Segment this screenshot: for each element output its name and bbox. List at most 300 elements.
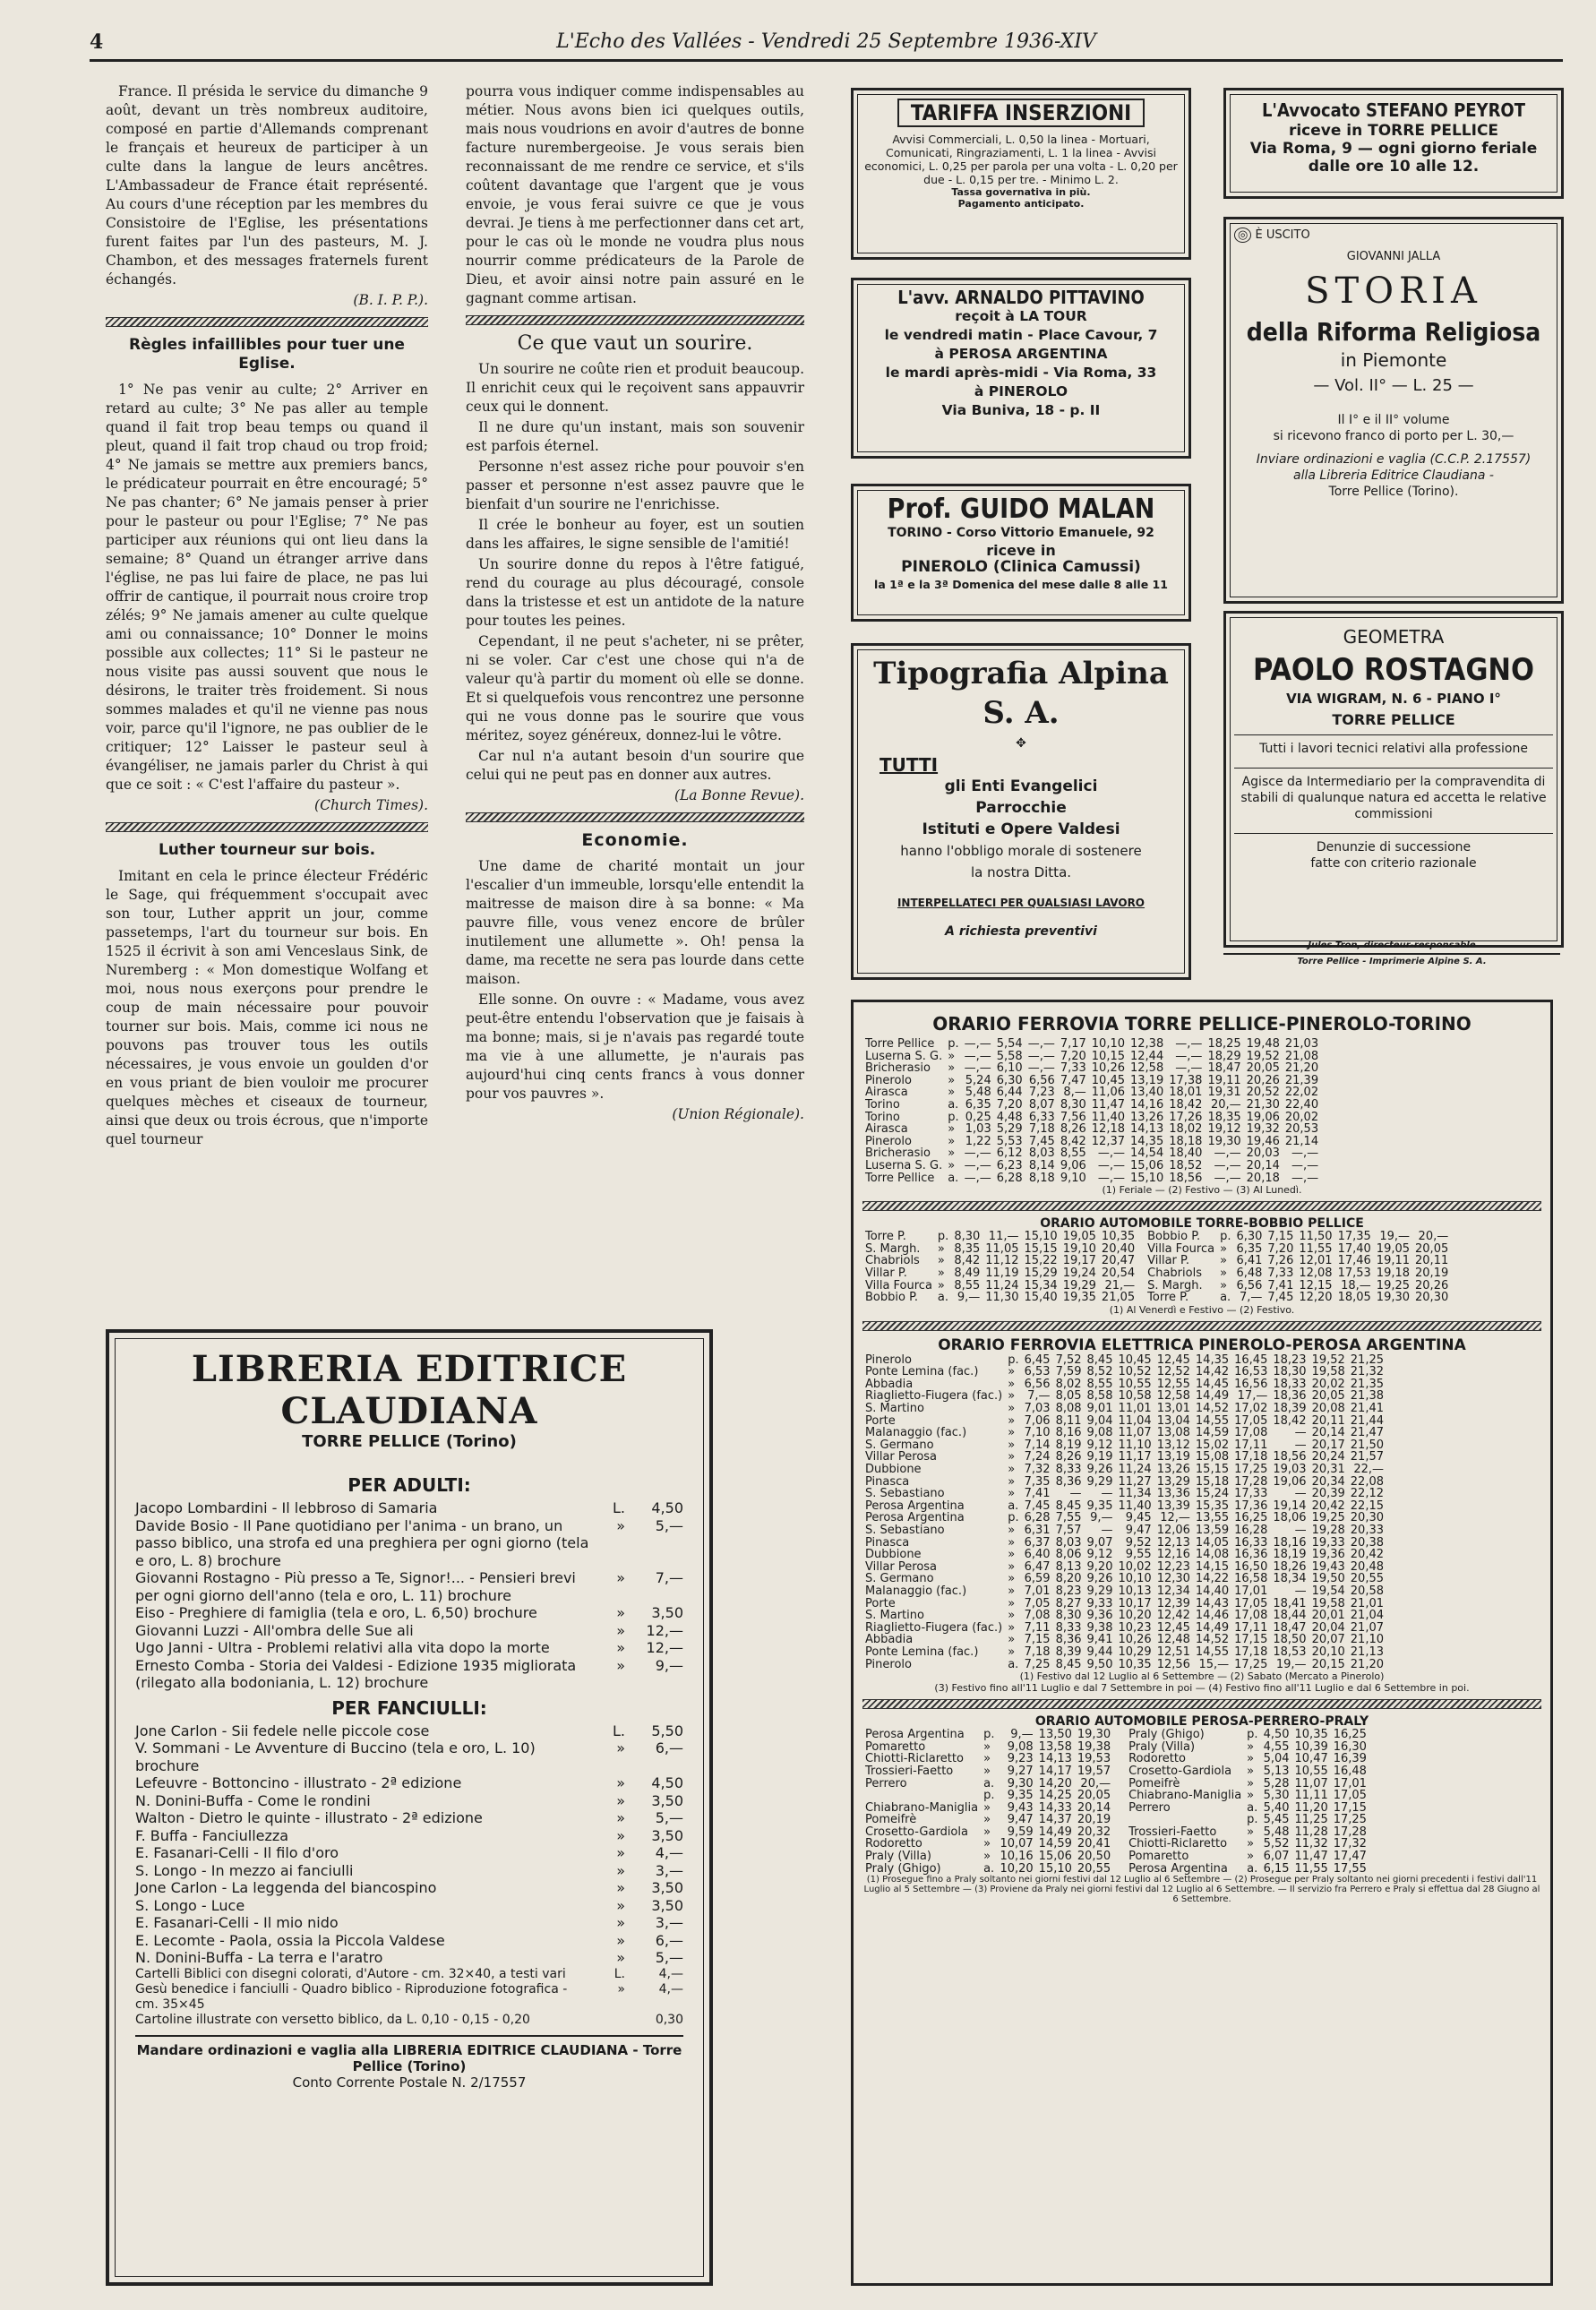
departure-time: 21,04 bbox=[1350, 1609, 1384, 1623]
departure-time: 11,25 bbox=[1294, 1813, 1328, 1827]
book-price: 6,— bbox=[655, 1739, 683, 1756]
timetable-row bbox=[1145, 1267, 1451, 1280]
station-name: Perosa Argentina bbox=[865, 1728, 965, 1742]
rostagno-line: GEOMETRA bbox=[1343, 626, 1445, 648]
departure-time: 22,— bbox=[1353, 1463, 1384, 1477]
storia-volume: — Vol. II° — L. 25 — bbox=[1313, 376, 1474, 395]
article-title-regles: Règles infaillibles pour tuer une Eglise. bbox=[129, 336, 405, 373]
stop-type: » bbox=[937, 1266, 945, 1280]
departure-time: 9,36 bbox=[1086, 1609, 1113, 1623]
departure-time: 18,36 bbox=[1273, 1389, 1307, 1404]
timetables-box bbox=[851, 1000, 1553, 2286]
stop-type: » bbox=[937, 1241, 945, 1256]
ad-tariffa bbox=[851, 88, 1191, 260]
stop-type: » bbox=[948, 1061, 956, 1076]
departure-time: 12,15 bbox=[1299, 1278, 1333, 1292]
timetable-row bbox=[862, 1537, 1386, 1550]
departure-time: 18,02 bbox=[1169, 1122, 1203, 1137]
book-item bbox=[135, 1499, 683, 1517]
stop-type: p. bbox=[983, 1728, 995, 1742]
departure-time: 9,26 bbox=[1086, 1572, 1113, 1586]
tipografia-line: Istituti e Opere Valdesi bbox=[922, 820, 1120, 838]
timetable-row bbox=[1145, 1255, 1451, 1267]
departure-time: 16,53 bbox=[1234, 1365, 1268, 1379]
station-name: Pinerolo bbox=[865, 1657, 912, 1671]
station-name: Pinerolo bbox=[865, 1353, 912, 1367]
departure-time: 18,44 bbox=[1273, 1609, 1307, 1623]
departure-time: 17,18 bbox=[1234, 1644, 1268, 1659]
departure-time: 12,18 bbox=[1091, 1122, 1125, 1137]
departure-time: 5,40 bbox=[1263, 1800, 1290, 1815]
station-name: Bobbio P. bbox=[1147, 1230, 1201, 1244]
book-item bbox=[135, 1809, 683, 1827]
departure-time: 20,08 bbox=[1311, 1402, 1345, 1416]
departure-time: 19,52 bbox=[1311, 1353, 1345, 1367]
departure-time: 7,18 bbox=[1028, 1122, 1055, 1137]
book-title: Jone Carlon - La leggenda del biancospino bbox=[135, 1879, 437, 1896]
departure-time: 17,01 bbox=[1333, 1776, 1367, 1790]
departure-time: 9,26 bbox=[1086, 1463, 1113, 1477]
timetable-row bbox=[1145, 1280, 1451, 1292]
departure-time: 5,29 bbox=[996, 1122, 1023, 1137]
timetable-row bbox=[862, 1512, 1386, 1524]
book-title: F. Buffa - Fanciullezza bbox=[135, 1826, 289, 1844]
departure-time: —,— bbox=[1027, 1049, 1055, 1063]
departure-time: —,— bbox=[1214, 1171, 1241, 1185]
departure-time: 8,18 bbox=[1028, 1171, 1055, 1185]
station-name: S. Germano bbox=[865, 1438, 934, 1452]
timetable-row bbox=[862, 1634, 1386, 1646]
departure-time: 6,23 bbox=[996, 1158, 1023, 1172]
book-currency: » bbox=[616, 1621, 625, 1639]
article-intro-text: France. Il présida le service du dimanche 9 août, devant un très nombreux auditoire, composé en partie d'Allemands comprenant le français et heureux de participer à un culte dans la langue de leurs ancêtres. L'Ambassadeur de France était représenté. Au cours d'une réception par les membres du Consistoire de l'Eglise, les présentations furent faites par l'un des pasteurs, M. J. Chambon, et des messages fraternels furent échangés. bbox=[106, 83, 428, 288]
timetable-praly-return bbox=[1126, 1729, 1369, 1875]
station-name: Crosetto-Gardiola bbox=[1128, 1764, 1232, 1778]
article-luther-continued: pourra vous indiquer comme indispensables au métier. Nous avons bien ici quelques outils, mais nous voudrions en avoir d'autres de bonne facture nurembergeoise. Je vous serais bien reconnaissant de me rendre ce service, et s'ils coûtent davantage que l'argent que je vous envoie, je vous ferai suivre ce que je vous devrai. Je tiens à me perfectionner dans cet art, pour le cas où le monde ne voudra plus nous nourrir comme prédicateurs de la Parole de Dieu, et avoir ainsi notre pain assuré en le gagnant comme artisan. bbox=[466, 83, 804, 306]
timetable-praly-out bbox=[862, 1729, 1113, 1875]
stop-type: » bbox=[1247, 1850, 1255, 1864]
timetable-row bbox=[1126, 1765, 1369, 1778]
book-currency: » bbox=[616, 1791, 625, 1809]
station-name: Villar P. bbox=[1147, 1254, 1189, 1268]
departure-time: 7,08 bbox=[1024, 1609, 1051, 1623]
departure-time: 8,16 bbox=[1055, 1426, 1082, 1440]
timetable-row bbox=[862, 1729, 1113, 1741]
column-1 bbox=[106, 82, 428, 1151]
departure-time: 16,48 bbox=[1333, 1764, 1367, 1778]
timetable-row bbox=[862, 1561, 1386, 1574]
ad-rostagno bbox=[1223, 611, 1564, 948]
departure-time: 14,52 bbox=[1195, 1402, 1230, 1416]
rostagno-line: VIA WIGRAM, N. 6 - PIANO I° bbox=[1286, 691, 1501, 707]
departure-time: 13,26 bbox=[1156, 1463, 1190, 1477]
departure-time: 15,18 bbox=[1195, 1474, 1230, 1489]
book-price: 12,— bbox=[646, 1621, 683, 1639]
departure-time: 15,10 bbox=[1038, 1861, 1072, 1876]
book-item bbox=[135, 1967, 683, 1982]
libreria-city: TORRE PELLICE (Torino) bbox=[302, 1432, 517, 1451]
credits-printer: Torre Pellice - Imprimerie Alpine S. A. bbox=[1297, 957, 1487, 966]
departure-time: —,— bbox=[1027, 1037, 1055, 1051]
storia-note: Inviare ordinazioni e vaglia (C.C.P. 2.17557) bbox=[1256, 452, 1532, 467]
stop-type: » bbox=[937, 1254, 945, 1268]
departure-time: 9,45 bbox=[1125, 1511, 1152, 1525]
departure-time: 10,16 bbox=[1000, 1850, 1034, 1864]
stop-type: » bbox=[937, 1278, 945, 1292]
departure-time: 10,45 bbox=[1091, 1073, 1125, 1087]
timetable-row bbox=[862, 1099, 1321, 1112]
departure-time: 17,25 bbox=[1333, 1813, 1367, 1827]
pittavino-line: le vendredi matin - Place Cavour, 7 bbox=[884, 327, 1158, 343]
storia-note: si ricevono franco di porto per L. 30,— bbox=[1273, 429, 1514, 443]
timetable-row bbox=[862, 1790, 1113, 1802]
departure-time: 1,22 bbox=[965, 1134, 991, 1148]
departure-time: —,— bbox=[964, 1158, 991, 1172]
station-name: Porte bbox=[865, 1596, 896, 1610]
departure-time: 19,30 bbox=[1207, 1134, 1241, 1148]
departure-time: 9,33 bbox=[1086, 1596, 1113, 1610]
timetable-row bbox=[862, 1136, 1321, 1148]
departure-time: 8,30 bbox=[1055, 1609, 1082, 1623]
departure-time: 10,15 bbox=[1091, 1049, 1125, 1063]
departure-time: 6,37 bbox=[1024, 1535, 1051, 1550]
departure-time: 21,20 bbox=[1350, 1657, 1384, 1671]
departure-time: 11,05 bbox=[985, 1241, 1019, 1256]
departure-time: 20,26 bbox=[1246, 1073, 1280, 1087]
departure-time: 15,10 bbox=[1130, 1171, 1164, 1185]
timetable-row bbox=[862, 1585, 1386, 1598]
libreria-order-info: Mandare ordinazioni e vaglia alla LIBRERIA EDITRICE CLAUDIANA - Torre Pellice (Torino) bbox=[135, 2035, 683, 2074]
departure-time: 8,42 bbox=[1060, 1134, 1086, 1148]
article-title-economie: Economie. bbox=[581, 830, 689, 850]
departure-time: 17,08 bbox=[1234, 1426, 1268, 1440]
stop-type: a. bbox=[1220, 1291, 1231, 1305]
departure-time: 21,44 bbox=[1350, 1413, 1384, 1428]
stop-type: » bbox=[948, 1073, 956, 1087]
departure-time: 8,03 bbox=[1028, 1146, 1055, 1161]
station-name: Malanaggio (fac.) bbox=[865, 1426, 967, 1440]
station-name: Pomaretto bbox=[865, 1739, 926, 1754]
stop-type: a. bbox=[937, 1291, 949, 1305]
departure-time: —,— bbox=[1214, 1158, 1241, 1172]
station-name: Luserna S. G. bbox=[865, 1158, 943, 1172]
station-name: Chiotti-Riclaretto bbox=[1128, 1837, 1228, 1851]
departure-time: 8,14 bbox=[1028, 1158, 1055, 1172]
book-currency: » bbox=[616, 1516, 625, 1534]
departure-time: 20,18 bbox=[1246, 1171, 1280, 1185]
departure-time: 7,20 bbox=[1060, 1049, 1086, 1063]
departure-time: 5,24 bbox=[965, 1073, 991, 1087]
departure-time: 7,03 bbox=[1024, 1402, 1051, 1416]
station-name: Chabriols bbox=[1147, 1266, 1202, 1280]
departure-time: 8,20 bbox=[1055, 1572, 1082, 1586]
departure-time: —,— bbox=[964, 1171, 991, 1185]
station-name: Bobbio P. bbox=[865, 1291, 919, 1305]
departure-time: 12,30 bbox=[1156, 1572, 1190, 1586]
departure-time: 16,58 bbox=[1234, 1572, 1268, 1586]
departure-time: 21,01 bbox=[1350, 1596, 1384, 1610]
timetable-row bbox=[862, 1147, 1321, 1160]
departure-time: 12,42 bbox=[1156, 1609, 1190, 1623]
departure-time: 6,59 bbox=[1024, 1572, 1051, 1586]
station-name: Rodoretto bbox=[865, 1837, 922, 1851]
badge-icon: ◎ bbox=[1234, 228, 1251, 243]
departure-time: 4,55 bbox=[1263, 1739, 1290, 1754]
departure-time: 12,20 bbox=[1299, 1291, 1333, 1305]
station-name: S. Margh. bbox=[1147, 1278, 1203, 1292]
book-list-fanciulli bbox=[135, 1722, 683, 1967]
timetable-row bbox=[862, 1075, 1321, 1087]
station-name: Perrero bbox=[1128, 1800, 1171, 1815]
departure-time: 6,28 bbox=[1024, 1511, 1051, 1525]
departure-time: 17,15 bbox=[1333, 1800, 1367, 1815]
departure-time: 22,08 bbox=[1350, 1474, 1384, 1489]
departure-time: 11,07 bbox=[1294, 1776, 1328, 1790]
sourire-paragraph: Personne n'est assez riche pour pouvoir s'en passer et personne n'est assez pauvre que le bienfait d'un sourire ne l'enrichisse. bbox=[466, 459, 804, 512]
credits bbox=[1223, 939, 1560, 969]
station-name: Chiabrano-Maniglia bbox=[1128, 1789, 1242, 1803]
departure-time: 21,05 bbox=[1101, 1291, 1136, 1305]
departure-time: 10,55 bbox=[1118, 1377, 1152, 1391]
departure-time: 20,39 bbox=[1311, 1487, 1345, 1501]
departure-time: 6,12 bbox=[996, 1146, 1023, 1161]
departure-time: 15,35 bbox=[1195, 1498, 1230, 1513]
station-name: Porte bbox=[865, 1413, 896, 1428]
station-name: S. Sebastiano bbox=[865, 1487, 945, 1501]
book-price: 0,30 bbox=[655, 2012, 683, 2027]
station-name: Perrero bbox=[865, 1776, 907, 1790]
departure-time: 11,24 bbox=[1118, 1463, 1152, 1477]
station-name: Dubbione bbox=[865, 1463, 922, 1477]
book-currency: » bbox=[616, 1604, 625, 1621]
departure-time: 10,39 bbox=[1294, 1739, 1328, 1754]
departure-time: 10,17 bbox=[1118, 1596, 1152, 1610]
departure-time: 6,44 bbox=[996, 1086, 1023, 1100]
departure-time: 9,29 bbox=[1086, 1584, 1113, 1598]
stop-type: » bbox=[1008, 1535, 1016, 1550]
book-item bbox=[135, 1949, 683, 1967]
timetable-row bbox=[862, 1415, 1386, 1428]
departure-time: 13,40 bbox=[1130, 1086, 1164, 1100]
departure-time: 17,05 bbox=[1234, 1596, 1268, 1610]
departure-time: 12,48 bbox=[1156, 1633, 1190, 1647]
departure-time: 19,33 bbox=[1311, 1535, 1345, 1550]
article-intro-source: (B. I. P. P.). bbox=[353, 292, 428, 308]
departure-time: 6,33 bbox=[1028, 1110, 1055, 1124]
departure-time: 19,24 bbox=[1062, 1266, 1096, 1280]
station-name: Crosetto-Gardiola bbox=[865, 1825, 968, 1839]
departure-time: 10,07 bbox=[1000, 1837, 1034, 1851]
departure-time: 7,52 bbox=[1055, 1353, 1082, 1367]
departure-time: 15,06 bbox=[1038, 1850, 1072, 1864]
departure-time: 7,41 bbox=[1024, 1487, 1051, 1501]
departure-time: 4,48 bbox=[996, 1110, 1023, 1124]
departure-time: 11,24 bbox=[985, 1278, 1019, 1292]
departure-time: 18,56 bbox=[1169, 1171, 1203, 1185]
departure-time: 12,45 bbox=[1156, 1353, 1190, 1367]
departure-time: 19,25 bbox=[1311, 1511, 1345, 1525]
timetable-bobbio-out bbox=[862, 1231, 1137, 1304]
departure-time: 13,55 bbox=[1195, 1511, 1230, 1525]
stop-type: p. bbox=[1247, 1728, 1258, 1742]
departure-time: 17,11 bbox=[1234, 1620, 1268, 1635]
departure-time: 6,30 bbox=[1236, 1230, 1263, 1244]
timetable-note: (1) Feriale — (2) Festivo — (3) Al Lunedì. bbox=[1102, 1184, 1302, 1197]
departure-time: 11,55 bbox=[1294, 1861, 1328, 1876]
departure-time: 17,28 bbox=[1234, 1474, 1268, 1489]
departure-time: 16,25 bbox=[1333, 1728, 1367, 1742]
departure-time: —,— bbox=[1291, 1146, 1319, 1161]
station-name: Torre Pellice bbox=[865, 1037, 935, 1051]
book-price: 4,50 bbox=[651, 1774, 683, 1791]
book-currency: » bbox=[616, 1914, 625, 1931]
departure-time: 9,08 bbox=[1086, 1426, 1113, 1440]
stop-type: a. bbox=[1008, 1498, 1019, 1513]
departure-time: 7,26 bbox=[1267, 1254, 1294, 1268]
rostagno-line: Denunzie di successione bbox=[1234, 833, 1553, 855]
departure-time: 20,19 bbox=[1415, 1266, 1449, 1280]
libreria-title: LIBRERIA EDITRICE CLAUDIANA bbox=[191, 1348, 628, 1432]
departure-time: — bbox=[1294, 1487, 1307, 1501]
departure-time: 20,30 bbox=[1350, 1511, 1384, 1525]
timetable-row bbox=[862, 1123, 1321, 1136]
sourire-paragraph: Un sourire donne du repos à l'être fatigué, rend du courage au plus découragé, console dans la tristesse et est un antidote de la nature pour toutes les peines. bbox=[466, 556, 804, 629]
timetable-row bbox=[862, 1086, 1321, 1099]
book-title: Jacopo Lombardini - Il lebbroso di Samaria bbox=[135, 1499, 438, 1516]
departure-time: 21,10 bbox=[1350, 1633, 1384, 1647]
departure-time: 16,45 bbox=[1234, 1353, 1268, 1367]
departure-time: 15,29 bbox=[1024, 1266, 1058, 1280]
departure-time: 12,13 bbox=[1156, 1535, 1190, 1550]
station-name: Villa Fourca bbox=[1147, 1241, 1215, 1256]
departure-time: 20,33 bbox=[1350, 1524, 1384, 1537]
book-price: 4,50 bbox=[651, 1499, 683, 1516]
departure-time: 19,06 bbox=[1273, 1474, 1307, 1489]
station-name: Torino bbox=[865, 1097, 900, 1112]
departure-time: 12,08 bbox=[1299, 1266, 1333, 1280]
departure-time: 20,01 bbox=[1311, 1609, 1345, 1623]
departure-time: 18,19 bbox=[1273, 1548, 1307, 1562]
departure-time: 10,10 bbox=[1091, 1037, 1125, 1051]
timetable-row bbox=[862, 1851, 1113, 1863]
article-sourire-source: (La Bonne Revue). bbox=[674, 787, 804, 803]
departure-time: 7,45 bbox=[1028, 1134, 1055, 1148]
departure-time: 5,04 bbox=[1263, 1752, 1290, 1766]
storia-title: STORIA bbox=[1305, 271, 1482, 312]
departure-time: 9,41 bbox=[1086, 1633, 1113, 1647]
malan-name: Prof. GUIDO MALAN bbox=[887, 494, 1155, 525]
departure-time: 17,25 bbox=[1234, 1657, 1268, 1671]
departure-time: 17,32 bbox=[1333, 1837, 1367, 1851]
timetable-row bbox=[862, 1267, 1137, 1280]
departure-time: 13,36 bbox=[1156, 1487, 1190, 1501]
ad-peyrot bbox=[1223, 88, 1564, 199]
pittavino-line: à PEROSA ARGENTINA bbox=[934, 346, 1108, 362]
departure-time: 12,55 bbox=[1156, 1377, 1190, 1391]
pittavino-line: Via Buniva, 18 - p. II bbox=[941, 402, 1101, 418]
timetable-row bbox=[862, 1863, 1113, 1876]
departure-time: 9,19 bbox=[1086, 1450, 1113, 1464]
stop-type: a. bbox=[1247, 1861, 1258, 1876]
timetable-row bbox=[862, 1390, 1386, 1403]
departure-time: 9,— bbox=[1090, 1511, 1113, 1525]
stop-type: a. bbox=[983, 1776, 995, 1790]
departure-time: 18,26 bbox=[1273, 1559, 1307, 1574]
article-title-sourire: Ce que vaut un sourire. bbox=[517, 332, 753, 355]
timetable-row bbox=[862, 1778, 1113, 1790]
departure-time: 14,54 bbox=[1130, 1146, 1164, 1161]
departure-time: 19,53 bbox=[1077, 1752, 1111, 1766]
departure-time: 13,59 bbox=[1195, 1524, 1230, 1537]
departure-time: 17,46 bbox=[1337, 1254, 1371, 1268]
departure-time: 10,02 bbox=[1118, 1559, 1152, 1574]
stop-type: » bbox=[1008, 1620, 1016, 1635]
stop-type: p. bbox=[937, 1230, 949, 1244]
stop-type: » bbox=[983, 1850, 991, 1864]
departure-time: 6,10 bbox=[996, 1061, 1023, 1076]
departure-time: 15,15 bbox=[1024, 1241, 1058, 1256]
departure-time: 8,39 bbox=[1055, 1644, 1082, 1659]
station-name: Pinasca bbox=[865, 1535, 910, 1550]
stop-type: » bbox=[1247, 1789, 1255, 1803]
section-adulti: PER ADULTI: bbox=[348, 1474, 471, 1496]
departure-time: —,— bbox=[1097, 1158, 1125, 1172]
departure-time: 19,12 bbox=[1207, 1122, 1241, 1137]
departure-time: 8,26 bbox=[1055, 1450, 1082, 1464]
book-title: E. Fasanari-Celli - Il filo d'oro bbox=[135, 1844, 339, 1861]
departure-time: 22,02 bbox=[1284, 1086, 1319, 1100]
departure-time: 20,17 bbox=[1311, 1438, 1345, 1452]
departure-time: 5,53 bbox=[996, 1134, 1023, 1148]
departure-time: 18,— bbox=[1341, 1278, 1371, 1292]
departure-time: 7,11 bbox=[1024, 1620, 1051, 1635]
pittavino-line: le mardi après-midi - Via Roma, 33 bbox=[885, 365, 1157, 381]
station-name bbox=[862, 1790, 981, 1802]
departure-time: 9,52 bbox=[1125, 1535, 1152, 1550]
timetable-row bbox=[862, 1439, 1386, 1452]
timetable-row bbox=[862, 1378, 1386, 1391]
departure-time: 20,53 bbox=[1284, 1122, 1319, 1137]
departure-time: 19,57 bbox=[1077, 1764, 1111, 1778]
departure-time: 20,15 bbox=[1311, 1657, 1345, 1671]
departure-time: 20,14 bbox=[1077, 1800, 1111, 1815]
timetable-pinerolo-perosa bbox=[862, 1354, 1386, 1670]
malan-line: la 1ª e la 3ª Domenica del mese dalle 8 alle 11 bbox=[874, 578, 1168, 591]
departure-time: 6,56 bbox=[1024, 1377, 1051, 1391]
departure-time: 11,— bbox=[988, 1230, 1019, 1244]
station-name: Dubbione bbox=[865, 1548, 922, 1562]
timetable-row bbox=[1126, 1729, 1369, 1741]
peyrot-line: riceve in TORRE PELLICE bbox=[1288, 122, 1499, 140]
departure-time: 19,11 bbox=[1376, 1254, 1411, 1268]
rostagno-line: Agisce da Intermediario per la compravendita di stabili di qualunque natura ed accetta le relative commissioni bbox=[1234, 768, 1553, 822]
departure-time: 15,40 bbox=[1024, 1291, 1058, 1305]
departure-time: 21,39 bbox=[1284, 1073, 1319, 1087]
departure-time: 7,15 bbox=[1024, 1633, 1051, 1647]
stop-type: » bbox=[1008, 1487, 1016, 1501]
stop-type: » bbox=[948, 1049, 956, 1063]
stop-type: a. bbox=[983, 1861, 995, 1876]
station-name: Praly (Villa) bbox=[1128, 1739, 1196, 1754]
departure-time: 9,47 bbox=[1007, 1813, 1034, 1827]
book-item bbox=[135, 1657, 683, 1692]
departure-time: 17,08 bbox=[1234, 1609, 1268, 1623]
timetable-row bbox=[1126, 1851, 1369, 1863]
departure-time: 14,16 bbox=[1130, 1097, 1164, 1112]
station-name: Praly (Villa) bbox=[865, 1850, 931, 1864]
departure-time: 13,08 bbox=[1156, 1426, 1190, 1440]
departure-time: 9,44 bbox=[1086, 1644, 1113, 1659]
